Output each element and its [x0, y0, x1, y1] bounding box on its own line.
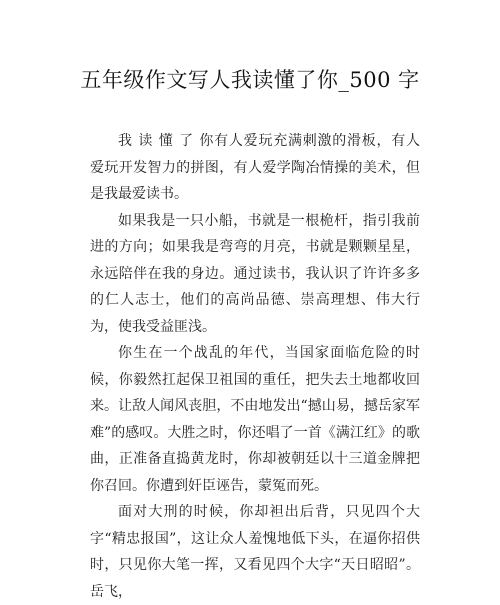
paragraph-text: 你生在一个战乱的年代，当国家面临危险的时候，你毅然扛起保卫祖国的重任，把失去土地都收回来。让敌人闻风丧胆，不由地发出“撼山易，撼岳家军难”的感叹。大胜之时，你还唱了一首《满江红》的歌曲，正准备直捣黄龙时，你却被朝廷以十三道金牌把你召回。你遭到奸臣诬告，蒙冤而死。 — [90, 345, 420, 494]
document-body — [90, 128, 420, 605]
document-title: 五年级作文写人我读懂了你_500 字 — [80, 68, 420, 92]
paragraph-lead: 我读懂了 — [118, 133, 200, 149]
paragraph-4 — [90, 499, 420, 605]
paragraph-text: 你有人爱玩充满刺激的滑板，有人爱玩开发智力的拼图，有人爱学陶冶情操的美术，但是我最爱读书。 — [90, 133, 420, 202]
paragraph-text: 如果我是一只小船，书就是一根桅杆，指引我前进的方向；如果我是弯弯的月亮，书就是颗颗星星，永远陪伴在我的身边。通过读书，我认识了许许多多的仁人志士，他们的高尚品德、崇高理想、伟大行为，使我受益匪浅。 — [90, 212, 420, 335]
paragraph-1 — [90, 128, 420, 208]
paragraph-2 — [90, 208, 420, 341]
paragraph-text: 面对大刑的时候，你却袒出后背，只见四个大字“精忠报国”，这让众人羞愧地低下头，在逼你招供时，只见你大笔一挥，又看见四个大字“天日昭昭”。岳飞， — [90, 504, 420, 600]
paragraph-3 — [90, 340, 420, 499]
